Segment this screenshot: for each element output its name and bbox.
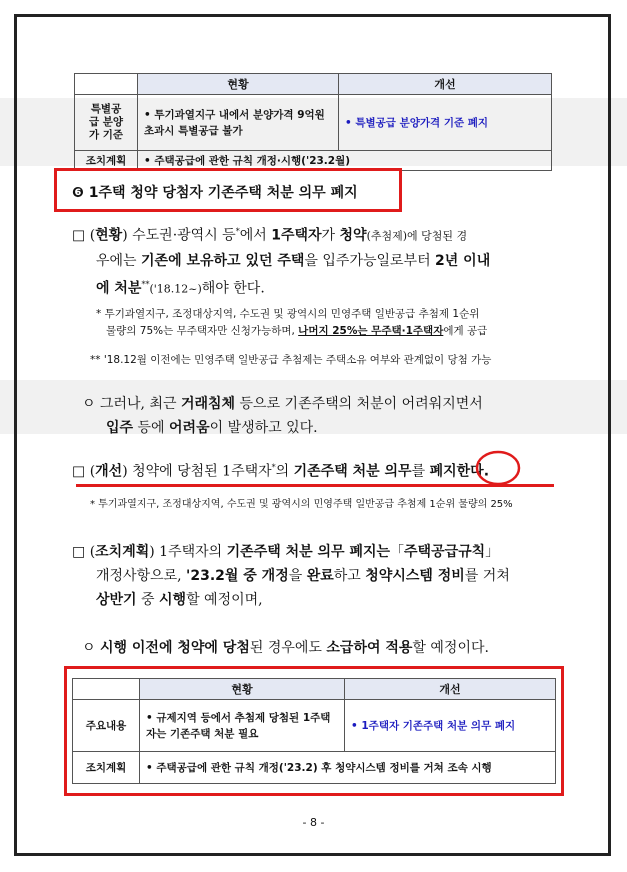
row-label: 특별공급 분양가 기준 <box>75 95 138 151</box>
row-current: • 투기과열지구 내에서 분양가격 9억원 초과시 특별공급 불가 <box>138 95 339 151</box>
red-underline <box>76 484 554 487</box>
row-action: • 주택공급에 관한 규칙 개정·시행('23.2월) <box>138 151 552 171</box>
table-head-current: 현황 <box>138 74 339 95</box>
row-current: • 규제지역 등에서 추첨제 당첨된 1주택자는 기존주택 처분 필요 <box>140 700 345 752</box>
paragraph-action-plan: □ (조치계획) 1주택자의 기존주택 처분 의무 폐지는「주택공급규칙」 개정사항으로, '23.2월 중 개정을 완료하고 청약시스템 정비를 거쳐 상반기 중 시행할 예정이며, <box>72 544 510 608</box>
row-label: 조치계획 <box>73 752 140 784</box>
footnote-3: * 투기과열지구, 조정대상지역, 수도권 및 광역시의 민영주택 일반공급 추첨제 1순위 물량의 25% <box>90 499 513 510</box>
table-row <box>73 752 556 784</box>
section-title <box>72 182 358 202</box>
table-head-current: 현황 <box>140 679 345 700</box>
table-row <box>75 95 552 151</box>
comparison-table-top <box>74 73 552 171</box>
bullet-square: □ <box>72 227 86 244</box>
footnote-2: ** '18.12월 이전에는 민영주택 일반공급 추첨제는 주택소유 여부와 관계없이 당첨 가능 <box>90 354 492 366</box>
table-head-improve: 개선 <box>345 679 556 700</box>
paragraph-current-status: □ (현황) 수도권·광역시 등*에서 1주택자가 청약(추첨제)에 당첨된 경 우에는 기존에 보유하고 있던 주택을 입주가능일로부터 2년 이내 에 처분**('18.12~)해야 한다. <box>72 227 491 297</box>
paragraph-improvement: □ (개선) 청약에 당첨된 1주택자*의 기존주택 처분 의무를 폐지한다. <box>72 463 490 480</box>
comparison-table-bottom <box>72 678 556 784</box>
section-title-text: 1주택 청약 당첨자 기존주택 처분 의무 폐지 <box>88 185 358 201</box>
row-improve: • 특별공급 분양가격 기준 폐지 <box>339 95 552 151</box>
table-header-row <box>75 74 552 95</box>
table-head-improve: 개선 <box>339 74 552 95</box>
table-row <box>73 700 556 752</box>
row-label: 주요내용 <box>73 700 140 752</box>
row-label: 조치계획 <box>75 151 138 171</box>
row-action: • 주택공급에 관한 규칙 개정('23.2) 후 청약시스템 정비를 거쳐 조속 시행 <box>140 752 556 784</box>
table-header-row <box>73 679 556 700</box>
row-improve: • 1주택자 기존주택 처분 의무 폐지 <box>345 700 556 752</box>
footnote-1: * 투기과열지구, 조정대상지역, 수도권 및 광역시의 민영주택 일반공급 추첨제 1순위 물량의 75%는 무주택자만 신청가능하며, 나머지 25%는 무주택·1주택자에게 공급 <box>96 308 488 337</box>
paragraph-retroactive: ㅇ 시행 이전에 청약에 당첨된 경우에도 소급하여 적용할 예정이다. <box>82 640 489 656</box>
section-number: ❻ <box>72 185 84 201</box>
page-number: - 8 - <box>302 816 325 829</box>
red-circle-annotation <box>474 448 522 488</box>
paragraph-however: ㅇ 그러나, 최근 거래침체 등으로 기존주택의 처분이 어려워지면서 입주 등에 어려움이 발생하고 있다. <box>82 396 483 436</box>
